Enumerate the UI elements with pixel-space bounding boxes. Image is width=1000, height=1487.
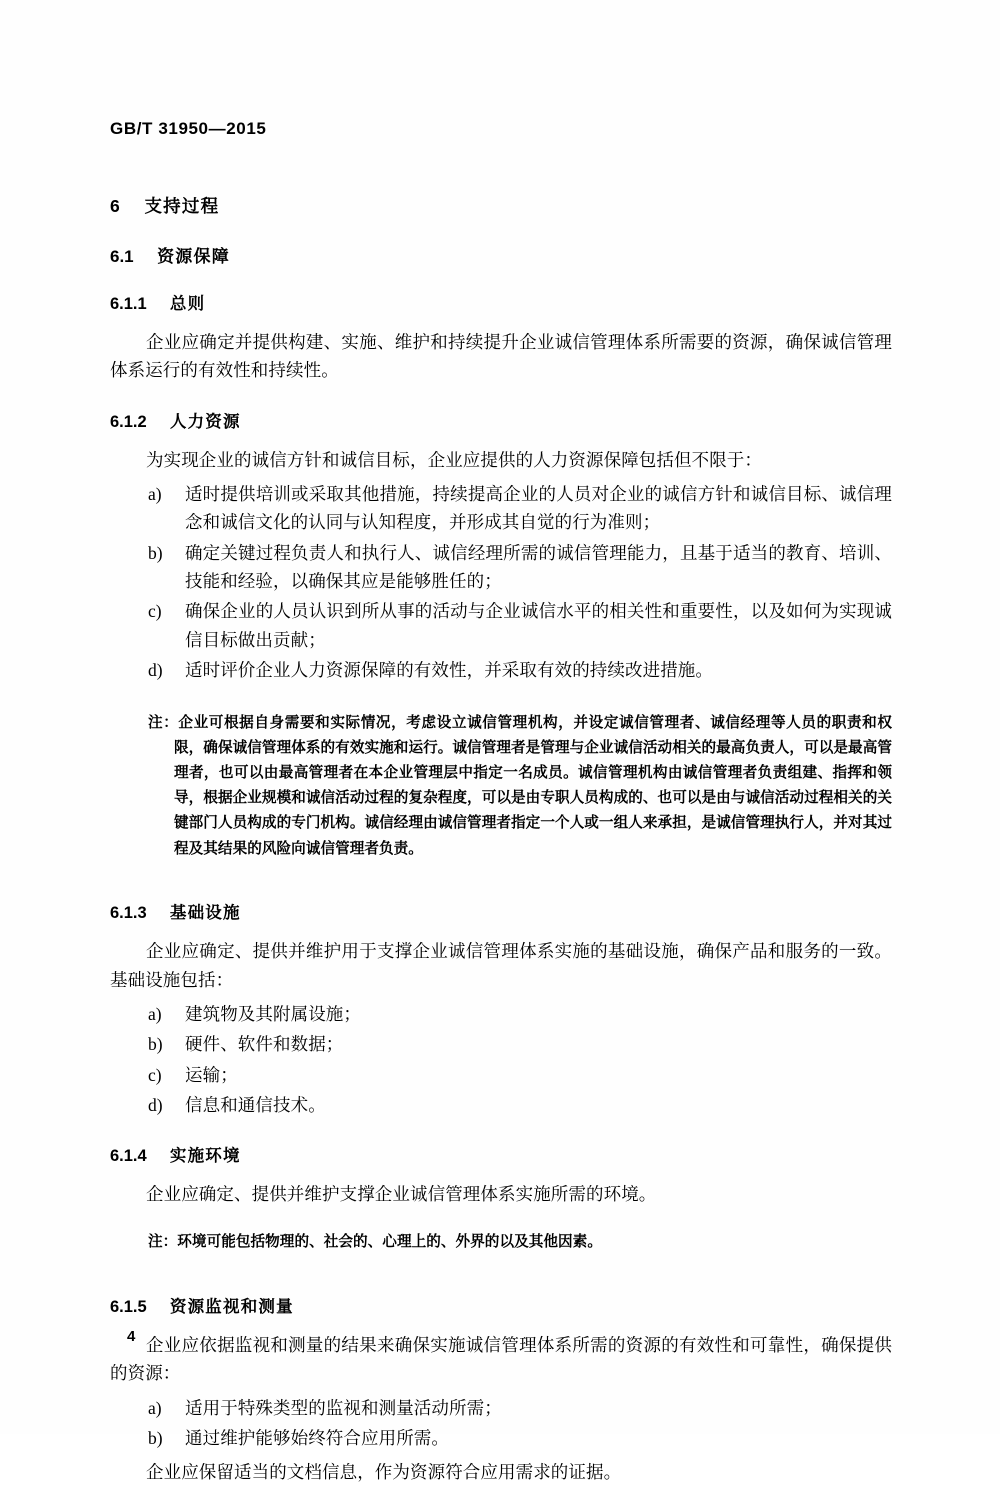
list-item-text: 信息和通信技术。 — [185, 1094, 326, 1115]
list-item-marker: a) — [148, 1003, 162, 1024]
list-item-marker: b) — [148, 542, 163, 563]
list-item-text: 适时提供培训或采取其他措施，持续提高企业的人员对企业的诚信方针和诚信目标、诚信理念和诚信文化的认同与认知程度，并形成其自觉的行为准则； — [185, 484, 892, 533]
list-item-marker: d) — [148, 1094, 163, 1115]
heading-clause-6-1-1-number: 6.1.1 — [110, 295, 147, 313]
heading-clause-6-1-1-title: 总则 — [169, 295, 206, 313]
heading-clause-6-1-3-number: 6.1.3 — [110, 904, 147, 923]
list-item — [110, 1028, 892, 1058]
list-item — [110, 1059, 892, 1089]
list-item — [110, 537, 892, 596]
paragraph-6-1-1: 企业应确定并提供构建、实施、维护和持续提升企业诚信管理体系所需要的资源，确保诚信管理体系运行的有效性和持续性。 — [110, 332, 892, 381]
heading-clause-6-title: 支持过程 — [144, 196, 220, 216]
paragraph-6-1-4: 企业应确定、提供并维护支撑企业诚信管理体系实施所需的环境。 — [146, 1184, 657, 1205]
heading-clause-6-1-3-title: 基础设施 — [169, 904, 241, 923]
list-item — [110, 998, 892, 1028]
list-item-text: 适用于特殊类型的监视和测量活动所需； — [185, 1397, 502, 1418]
list-item-text: 适时评价企业人力资源保障的有效性，并采取有效的持续改进措施。 — [185, 660, 713, 681]
list-item-text: 确保企业的人员认识到所从事的活动与企业诚信水平的相关性和重要性，以及如何为实现诚信目标做出贡献； — [185, 601, 892, 650]
list-item-marker: c) — [148, 1064, 162, 1085]
paragraph-6-1-5-closing: 企业应保留适当的文档信息，作为资源符合应用需求的证据。 — [146, 1462, 622, 1483]
list-item — [110, 1422, 892, 1452]
paragraph-6-1-2-lead: 为实现企业的诚信方针和诚信目标，企业应提供的人力资源保障包括但不限于： — [146, 449, 762, 470]
heading-clause-6-1-number: 6.1 — [110, 247, 134, 266]
heading-clause-6-1 — [110, 218, 892, 267]
list-item — [110, 595, 892, 654]
list-item-text: 运输； — [185, 1064, 238, 1085]
running-header-standard-number: GB/T 31950—2015 — [110, 119, 267, 138]
heading-clause-6-1-3 — [110, 876, 892, 923]
list-item-text: 确定关键过程负责人和执行人、诚信经理所需的诚信管理能力，且基于适当的教育、培训、技能和经验，以确保其应是能够胜任的； — [185, 542, 892, 592]
list-item — [110, 1392, 892, 1422]
list-item-marker: a) — [148, 484, 162, 505]
page-number: 4 — [127, 1328, 136, 1345]
list-item-text: 通过维护能够始终符合应用所需。 — [185, 1427, 449, 1448]
list-6-1-5 — [110, 1388, 892, 1453]
heading-clause-6-number: 6 — [110, 196, 120, 216]
paragraph-6-1-3-lead: 企业应确定、提供并维护用于支撑企业诚信管理体系实施的基础设施，确保产品和服务的一致。基础设施包括： — [110, 941, 892, 990]
heading-clause-6-1-5-number: 6.1.5 — [110, 1297, 147, 1316]
list-6-1-3 — [110, 994, 892, 1119]
list-item-marker: b) — [148, 1034, 163, 1055]
list-item-text: 建筑物及其附属设施； — [185, 1003, 361, 1024]
heading-clause-6-1-4 — [110, 1119, 892, 1166]
note-6-1-4: 注：环境可能包括物理的、社会的、心理上的、外界的以及其他因素。 — [148, 1234, 602, 1251]
document-body-column — [110, 185, 892, 1487]
heading-clause-6-1-2 — [110, 385, 892, 432]
heading-clause-6-1-2-title: 人力资源 — [169, 412, 241, 431]
list-item — [110, 1089, 892, 1119]
list-item — [110, 478, 892, 537]
list-6-1-2 — [110, 474, 892, 684]
heading-clause-6-1-5 — [110, 1270, 892, 1317]
heading-clause-6-1-4-title: 实施环境 — [169, 1147, 241, 1166]
heading-clause-6-1-4-number: 6.1.4 — [110, 1147, 147, 1166]
list-item-marker: c) — [148, 601, 162, 622]
list-item-text: 硬件、软件和数据； — [185, 1034, 344, 1055]
list-item-marker: a) — [148, 1397, 162, 1418]
list-item-marker: b) — [148, 1427, 163, 1448]
heading-clause-6-1-1 — [110, 267, 892, 314]
heading-clause-6 — [110, 185, 892, 218]
list-item-marker: d) — [148, 660, 163, 681]
heading-clause-6-1-2-number: 6.1.2 — [110, 412, 147, 431]
heading-clause-6-1-title: 资源保障 — [157, 247, 230, 266]
heading-clause-6-1-5-title: 资源监视和测量 — [169, 1297, 294, 1316]
note-6-1-2: 注：企业可根据自身需要和实际情况，考虑设立诚信管理机构，并设定诚信管理者、诚信经理等人员的职责和权限，确保诚信管理体系的有效实施和运行。诚信管理者是管理与企业诚信活动相关的最高负责人，可以是最高管理者，也可以由最高管理者在本企业管理层中指定一名成员。诚信管理机构由诚信管理者负责组建、指挥和领导，根据企业规模和诚信活动过程的复杂程度，可以是由专职人员构成的、也可以是由与诚信活动过程相关的关键部门人员构成的专门机构。诚信经理由诚信管理者指定一个人或一组人来承担，是诚信管理执行人，并对其过程及其结果的风险向诚信管理者负责。 — [148, 715, 892, 857]
paragraph-6-1-5-lead: 企业应依据监视和测量的结果来确保实施诚信管理体系所需的资源的有效性和可靠性，确保提供的资源： — [110, 1334, 892, 1384]
list-item — [110, 654, 892, 684]
